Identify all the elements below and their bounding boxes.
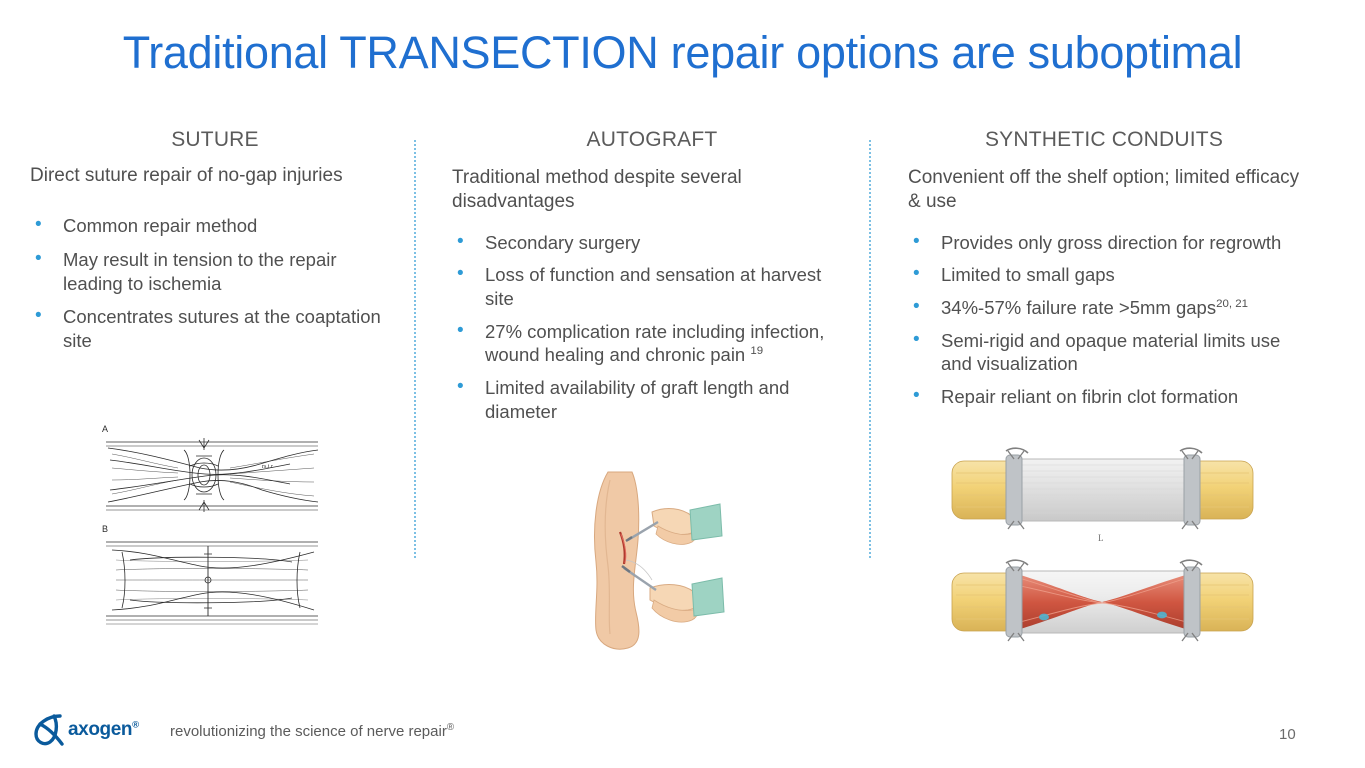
suture-repair-line-drawing [100,420,330,635]
list-item: • Repair reliant on fibrin clot formation [908,385,1300,409]
list-item: • Limited to small gaps [908,263,1300,287]
list-item: • 34%-57% failure rate >5mm gaps$^{20, 21}$ [908,296,1300,320]
list-item: • Common repair method [30,214,400,238]
column-lead-synthetic-conduits: Convenient off the shelf option; limited efficacy & use [908,167,1300,213]
page-number: 10 [1279,726,1296,743]
column-autograft [452,128,852,432]
list-item: • Semi-rigid and opaque material limits use and visualization [908,329,1300,376]
axogen-logo-text [68,719,139,741]
svg-text:rs.i.r: rs.i.r [262,464,273,470]
svg-text:A: A [102,424,109,434]
axogen-logo-mark [30,710,66,750]
column-lead-suture: Direct suture repair of no-gap injuries [30,165,343,186]
footer-tagline-text: revolutionizing the science of nerve repair [170,723,447,740]
column-heading-autograft: AUTOGRAFT [586,128,718,151]
page-title: Traditional TRANSECTION repair options are suboptimal [122,27,1243,78]
footer-tagline [170,722,454,740]
list-item: • Concentrates sutures at the coaptation site [30,305,400,352]
list-item: • Limited availability of graft length and diameter [452,376,852,423]
synthetic-conduit-illustration [950,445,1255,655]
reference-superscript: 19 [750,345,764,358]
column-synthetic-conduits [908,128,1300,418]
svg-text:L: L [1098,533,1104,543]
list-item: • Provides only gross direction for regrowth [908,231,1300,255]
column-divider-2 [869,140,871,558]
bullet-list-autograft [452,231,852,424]
logo-registered-mark: ® [132,719,139,731]
column-lead-autograft: Traditional method despite several disadvantages [452,167,742,213]
list-item: • 27% complication rate including infection, wound healing and chronic pain $^{19}$ [452,320,852,367]
logo-wordmark: axogen [68,719,133,740]
column-heading-suture: SUTURE [171,128,259,151]
list-item: • May result in tension to the repair leading to ischemia [30,248,400,295]
axogen-logo [30,710,160,750]
column-suture [30,128,400,363]
svg-text:B: B [102,524,109,534]
reference-superscript: 20, 21 [1216,297,1248,310]
column-divider-1 [414,140,416,558]
column-heading-synthetic-conduits: SYNTHETIC CONDUITS [984,128,1224,151]
autograft-harvest-illustration [580,470,725,655]
list-item: • Secondary surgery [452,231,852,255]
bullet-list-synthetic-conduits [908,231,1300,409]
footer-registered-mark: ® [446,722,455,733]
list-item: • Loss of function and sensation at harvest site [452,263,852,310]
bullet-list-suture [30,214,400,352]
